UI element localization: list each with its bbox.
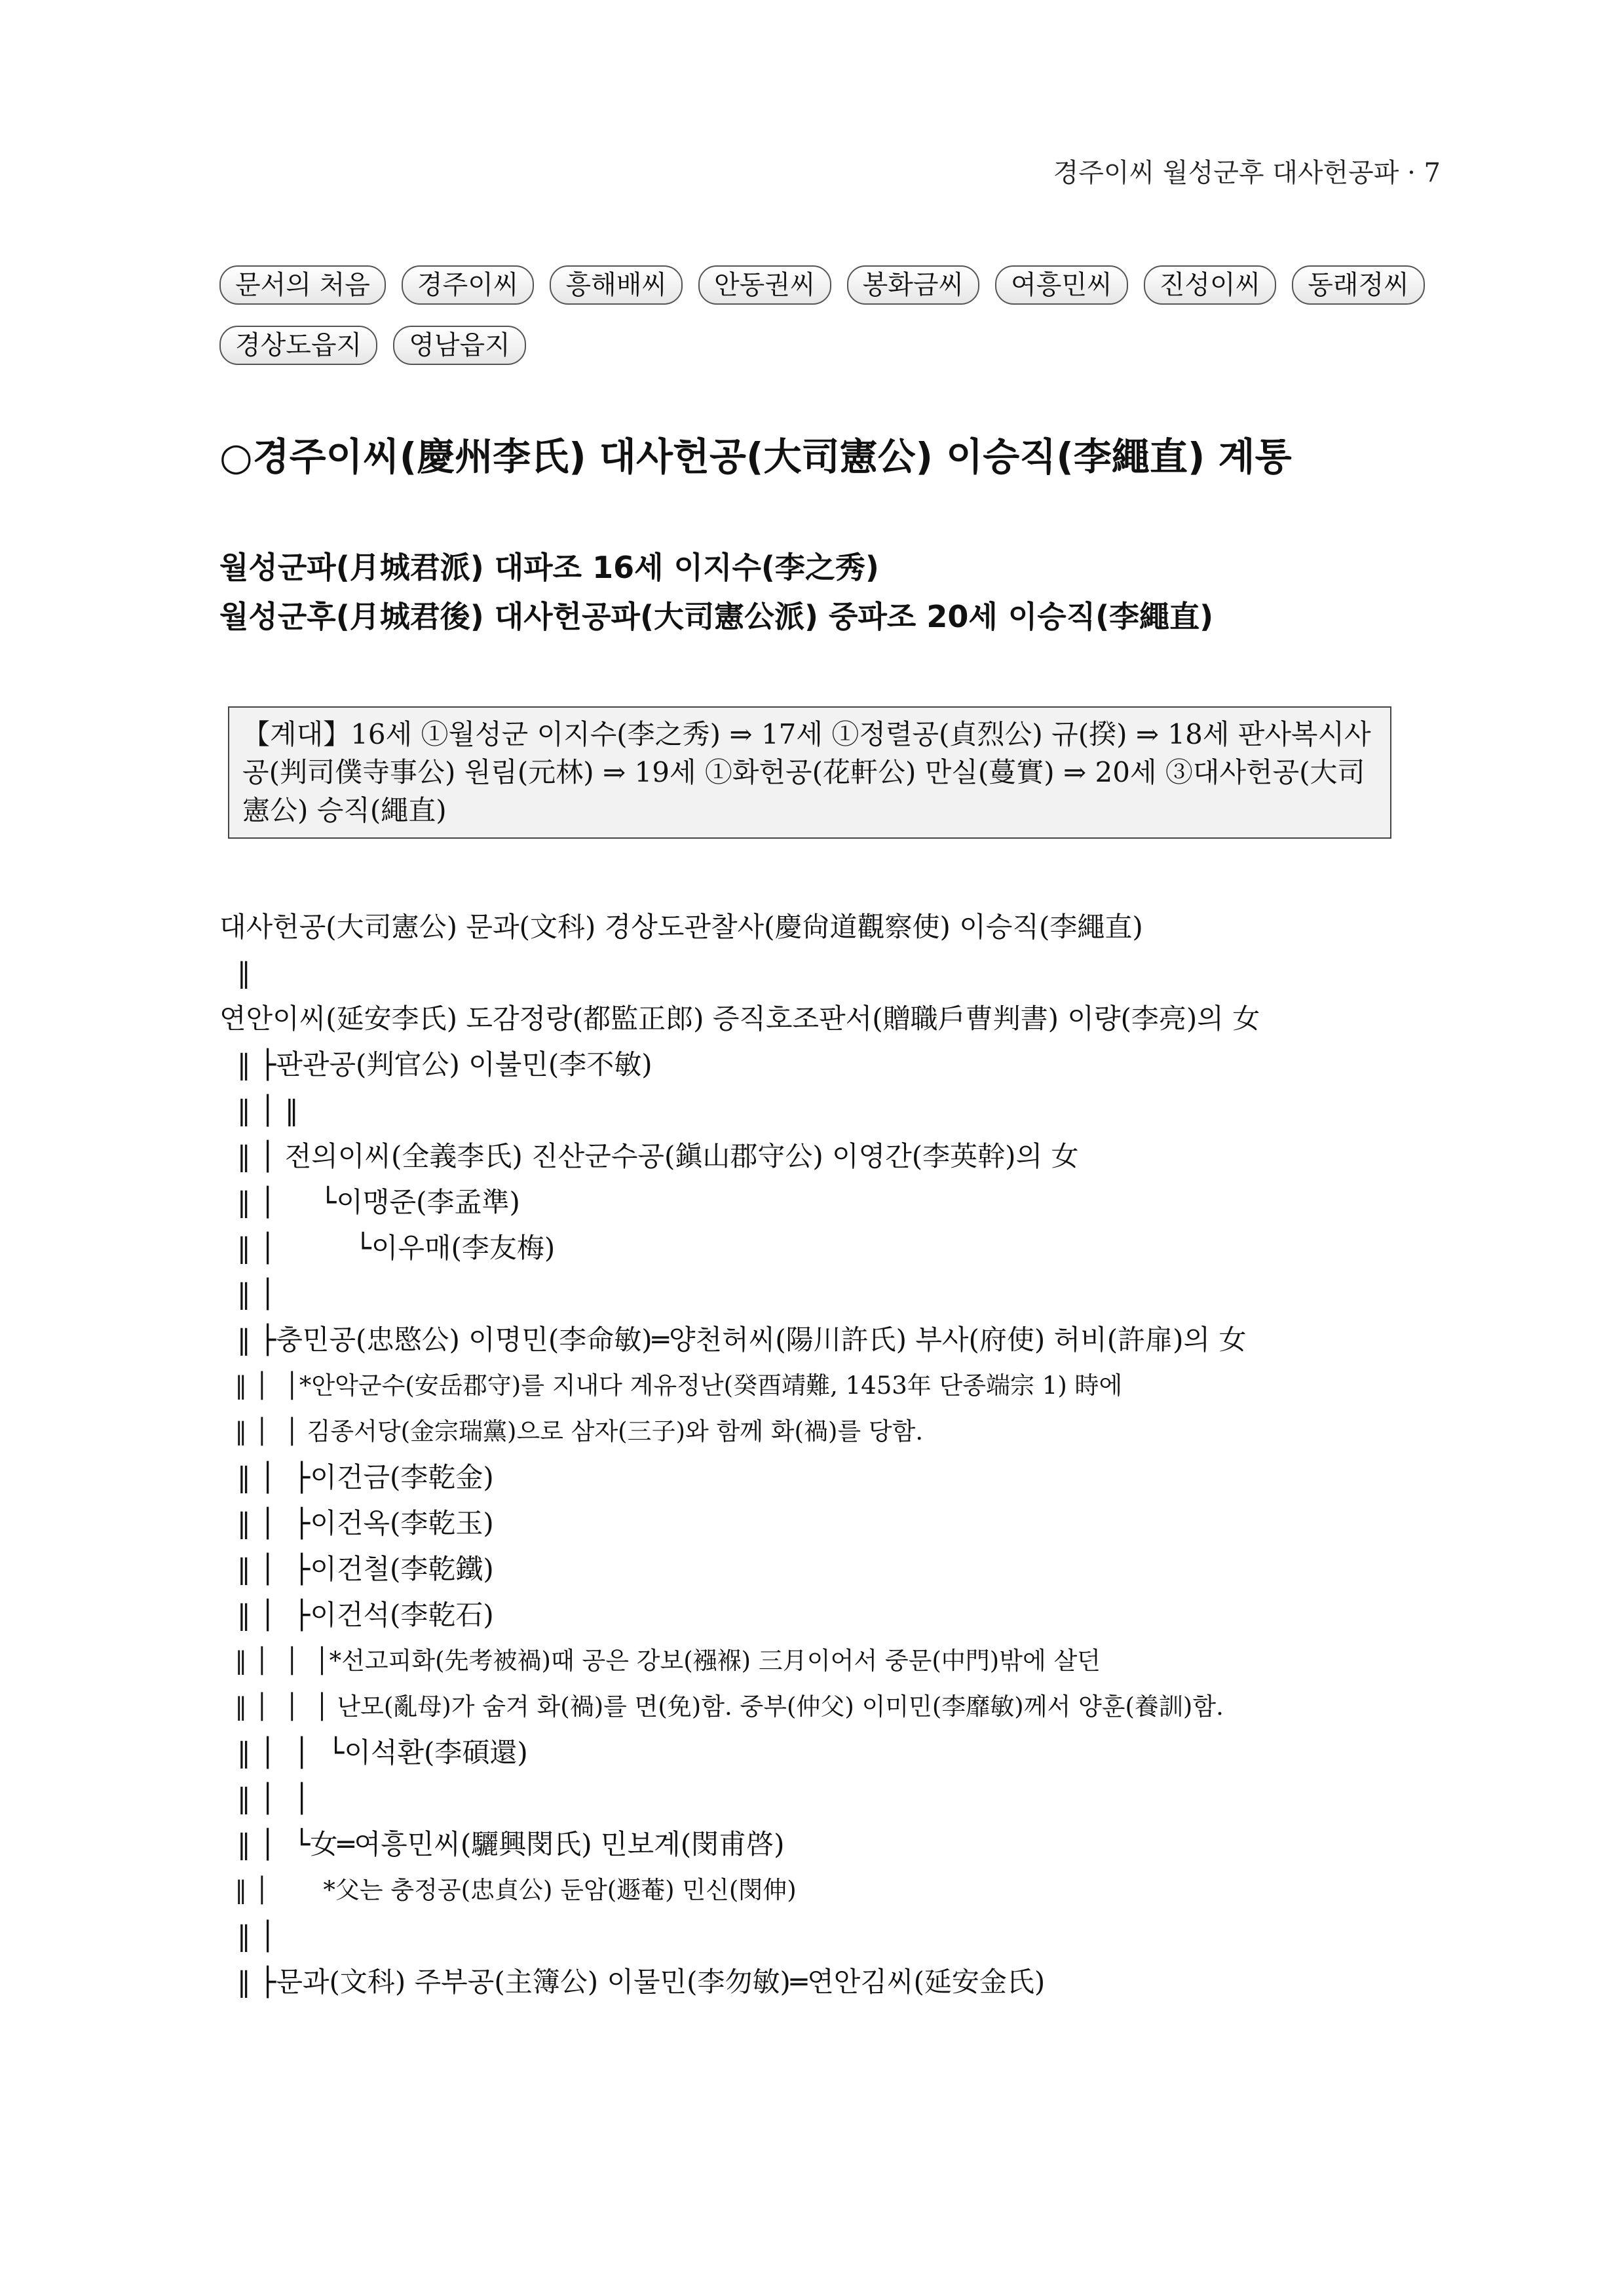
tree-line: ‖ │ ├이건옥(李乾玉) — [219, 1507, 494, 1539]
nav-button-bonghwa-geum[interactable]: 봉화금씨 — [847, 265, 980, 305]
nav-button-group — [219, 265, 1438, 365]
generation-lineage-box: 【계대】16세 ①월성군 이지수(李之秀) ⇒ 17세 ①정렬공(貞烈公) 규(揆) ⇒ 18세 판사복시사공(判司僕寺事公) 원림(元林) ⇒ 19세 ①화헌공(花軒公) 만실(蔓實) ⇒ 20세 ③대사헌공(大司憲公) 승직(繩直) — [228, 706, 1391, 839]
tree-line: ‖ │ — [219, 1278, 276, 1310]
tree-line: ‖ │ └이맹준(李孟準) — [219, 1186, 520, 1218]
tree-line: ‖ │ 전의이씨(全義李氏) 진산군수공(鎭山郡守公) 이영간(李英幹)의 女 — [219, 1140, 1079, 1172]
tree-line: ‖ ├판관공(判官公) 이불민(李不敏) — [219, 1048, 652, 1081]
nav-button-jinseong-lee[interactable]: 진성이씨 — [1144, 265, 1277, 305]
nav-button-document-start[interactable]: 문서의 처음 — [219, 265, 386, 305]
tree-note-line: ‖ │ │ │ 난모(亂母)가 숨겨 화(禍)를 면(免)함. 중부(仲父) 이미민(李靡敏)께서 양훈(養訓)함. — [219, 1693, 1224, 1721]
nav-button-yeoheung-min[interactable]: 여흥민씨 — [995, 265, 1128, 305]
subtitle-middle-branch: 월성군후(月城君後) 대사헌공파(大司憲公派) 중파조 20세 이승직(李繩直) — [219, 599, 1214, 634]
nav-button-yeongnam-eupji[interactable]: 영남읍지 — [393, 326, 526, 365]
tree-line: ‖ │ — [219, 1920, 276, 1952]
tree-line: ‖ │ ‖ — [219, 1094, 299, 1126]
tree-line: ‖ │ │ — [219, 1782, 311, 1814]
tree-line: ‖ │ └女═여흥민씨(驪興閔氏) 민보계(閔甫啓) — [219, 1828, 785, 1860]
tree-line: ‖ — [219, 957, 251, 989]
tree-line: ‖ ├문과(文科) 주부공(主簿公) 이물민(李勿敏)═연안김씨(延安金氏) — [219, 1966, 1046, 1998]
tree-line: ‖ │ ├이건금(李乾金) — [219, 1461, 494, 1493]
tree-note-line: ‖ │ │*안악군수(安岳郡守)를 지내다 계유정난(癸酉靖難, 1453年 단종端宗 1) 時에 — [219, 1371, 1123, 1400]
nav-button-gyeongju-lee[interactable]: 경주이씨 — [402, 265, 535, 305]
nav-button-heunghae-bae[interactable]: 흥해배씨 — [550, 265, 683, 305]
page-title: ○경주이씨(慶州李氏) 대사헌공(大司憲公) 이승직(李繩直) 계통 — [219, 434, 1292, 479]
tree-line: ‖ │ ├이건석(李乾石) — [219, 1599, 494, 1631]
tree-note-line: ‖ │ *父는 충정공(忠貞公) 둔암(遯菴) 민신(閔伸) — [219, 1876, 797, 1904]
tree-line: ‖ │ │ └이석환(李碩還) — [219, 1736, 528, 1769]
tree-line: 대사헌공(大司憲公) 문과(文科) 경상도관찰사(慶尙道觀察使) 이승직(李繩直) — [219, 911, 1143, 943]
nav-button-andong-kwon[interactable]: 안동권씨 — [698, 265, 831, 305]
genealogy-tree — [219, 904, 1464, 2005]
running-header: 경주이씨 월성군후 대사헌공파 · 7 — [1053, 158, 1441, 188]
nav-button-dongnae-jeong[interactable]: 동래정씨 — [1292, 265, 1425, 305]
tree-note-line: ‖ │ │ │*선고피화(先考被禍)때 공은 강보(襁褓) 三月이어서 중문(中門)밖에 살던 — [219, 1647, 1101, 1675]
tree-line: 연안이씨(延安李氏) 도감정랑(都監正郎) 증직호조판서(贈職戶曹判書) 이량(李亮)의 女 — [219, 1003, 1260, 1035]
subtitle-major-branch: 월성군파(月城君派) 대파조 16세 이지수(李之秀) — [219, 550, 879, 585]
tree-line: ‖ │ ├이건철(李乾鐵) — [219, 1553, 494, 1585]
tree-line: ‖ ├충민공(忠愍公) 이명민(李命敏)═양천허씨(陽川許氏) 부사(府使) 허비(許扉)의 女 — [219, 1324, 1247, 1356]
tree-note-line: ‖ │ │ 김종서당(金宗瑞黨)으로 삼자(三子)와 함께 화(禍)를 당함. — [219, 1417, 924, 1445]
nav-button-gyeongsangdo-eupji[interactable]: 경상도읍지 — [219, 326, 377, 365]
tree-line: ‖ │ └이우매(李友梅) — [219, 1232, 556, 1264]
